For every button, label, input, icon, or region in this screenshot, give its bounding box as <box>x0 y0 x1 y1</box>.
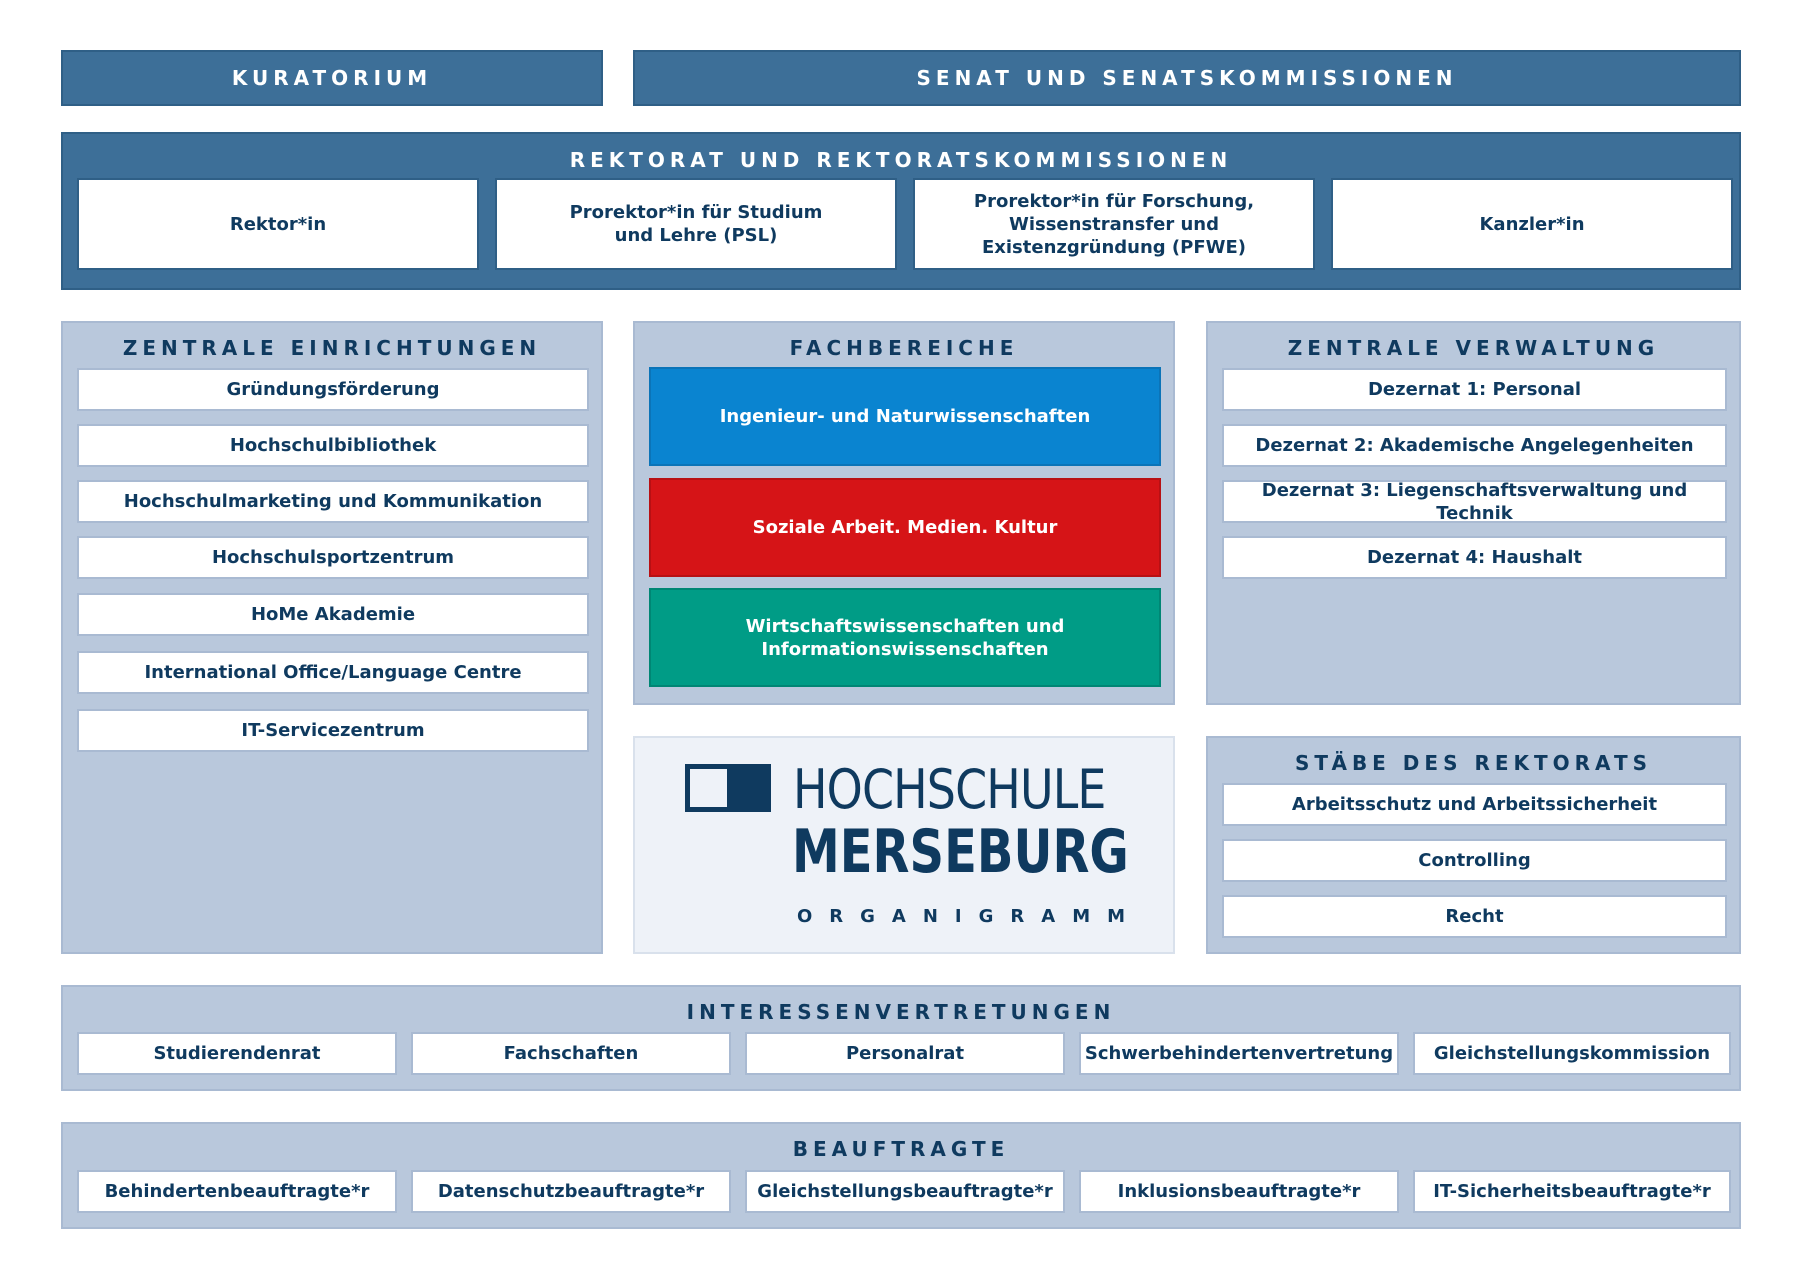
interessenvertretung-item: Personalrat <box>745 1032 1065 1075</box>
fachbereich-label: Wirtschaftswissenschaften und <box>745 615 1065 637</box>
logo-merseburg: MERSEBURG <box>792 817 1129 887</box>
rektorat-title: REKTORAT UND REKTORATSKOMMISSIONEN <box>569 148 1233 172</box>
rektorat-item <box>77 178 479 270</box>
fachbereich-soziale-arbeit <box>649 478 1161 577</box>
rektorat-item-line: Kanzler*in <box>1479 213 1585 235</box>
logo-panel <box>633 736 1175 954</box>
rektorat-item-line: Prorektor*in für Studium <box>569 202 823 223</box>
senat-label: SENAT UND SENATSKOMMISSIONEN <box>916 66 1458 90</box>
zentrale-verwaltung-panel <box>1206 321 1741 705</box>
fachbereich-label: Informationswissenschaften <box>761 638 1049 660</box>
kuratorium-box <box>61 50 603 106</box>
zentrale-verwaltung-title: ZENTRALE VERWALTUNG <box>1287 336 1660 360</box>
beauftragte-item: Datenschutzbeauftragte*r <box>411 1170 731 1213</box>
fachbereich-label: Ingenieur- und Naturwissenschaften <box>719 406 1091 427</box>
logo-organigramm: ORGANIGRAMM <box>797 906 1143 927</box>
dezernat-item: Dezernat 2: Akademische Angelegenheiten <box>1222 424 1727 467</box>
interessenvertretungen-panel <box>61 985 1741 1091</box>
stab-item: Arbeitsschutz und Arbeitssicherheit <box>1222 783 1727 826</box>
zentrale-einrichtungen-panel <box>61 321 603 954</box>
rektorat-item-line: Prorektor*in für Forschung, <box>973 190 1255 212</box>
einrichtung-item: International Office/Language Centre <box>77 651 589 694</box>
interessenvertretung-item: Studierendenrat <box>77 1032 397 1075</box>
beauftragte-item: IT-Sicherheitsbeauftragte*r <box>1413 1170 1731 1213</box>
dezernat-item: Dezernat 1: Personal <box>1222 368 1727 411</box>
fachbereiche-title: FACHBEREICHE <box>789 336 1019 360</box>
rektorat-item-line: Existenzgründung (PFWE) <box>981 236 1247 258</box>
einrichtung-item: Hochschulbibliothek <box>77 424 589 467</box>
einrichtung-item: IT-Servicezentrum <box>77 709 589 752</box>
rektorat-item <box>495 178 897 270</box>
rektorat-item <box>1331 178 1733 270</box>
einrichtung-item: Gründungsförderung <box>77 368 589 411</box>
einrichtung-item: Hochschulmarketing und Kommunikation <box>77 480 589 523</box>
beauftragte-title: BEAUFTRAGTE <box>792 1137 1010 1161</box>
kuratorium-label: KURATORIUM <box>231 66 433 90</box>
einrichtung-item: HoMe Akademie <box>77 593 589 636</box>
interessenvertretungen-title: INTERESSENVERTRETUNGEN <box>686 1000 1116 1024</box>
rektorat-panel <box>61 132 1741 290</box>
logo-hochschule: HOCHSCHULE <box>793 758 1106 821</box>
fachbereich-wirtschaft <box>649 588 1161 687</box>
rektorat-item <box>913 178 1315 270</box>
rektorat-item-line: Wissenstransfer und <box>1008 213 1220 235</box>
beauftragte-item: Gleichstellungsbeauftragte*r <box>745 1170 1065 1213</box>
dezernat-item: Dezernat 4: Haushalt <box>1222 536 1727 579</box>
beauftragte-panel <box>61 1122 1741 1229</box>
staebe-title: STÄBE DES REKTORATS <box>1294 751 1653 775</box>
einrichtung-item: Hochschulsportzentrum <box>77 536 589 579</box>
dezernat-item: Dezernat 3: Liegenschaftsverwaltung und Technik <box>1222 480 1727 523</box>
senat-box <box>633 50 1741 106</box>
stab-item: Recht <box>1222 895 1727 938</box>
fachbereich-ingenieur <box>649 367 1161 466</box>
zentrale-einrichtungen-title: ZENTRALE EINRICHTUNGEN <box>122 336 542 360</box>
interessenvertretung-item: Gleichstellungskommission <box>1413 1032 1731 1075</box>
fachbereich-label: Soziale Arbeit. Medien. Kultur <box>752 517 1058 538</box>
interessenvertretung-item: Fachschaften <box>411 1032 731 1075</box>
rektorat-item-line: Rektor*in <box>229 213 327 235</box>
rektorat-item-line: und Lehre (PSL) <box>614 225 778 246</box>
stab-item: Controlling <box>1222 839 1727 882</box>
staebe-panel <box>1206 736 1741 954</box>
hochschule-logo-icon <box>685 764 771 812</box>
beauftragte-item: Behindertenbeauftragte*r <box>77 1170 397 1213</box>
interessenvertretung-item: Schwerbehindertenvertretung <box>1079 1032 1399 1075</box>
fachbereiche-panel <box>633 321 1175 705</box>
beauftragte-item: Inklusionsbeauftragte*r <box>1079 1170 1399 1213</box>
